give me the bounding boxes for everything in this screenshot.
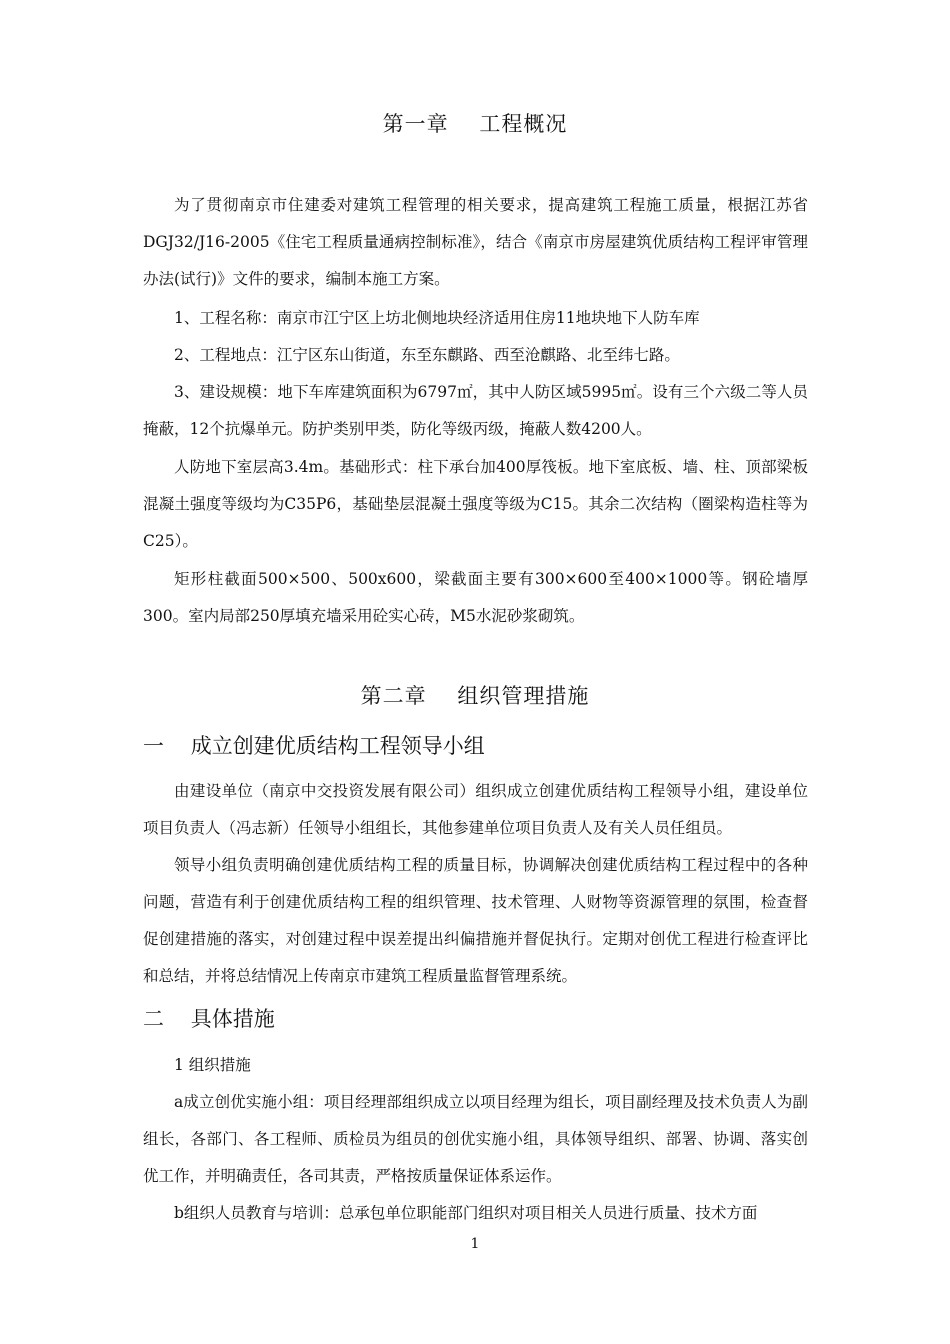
page-number: 1: [470, 1236, 480, 1252]
section-size-paragraph: 矩形柱截面500×500、500x600，梁截面主要有300×600至400×1000等。钢砼墙厚300。室内局部250厚填充墙采用砼实心砖，M5水泥砂浆砌筑。: [143, 570, 808, 625]
project-name-item: 1、工程名称：南京市江宁区上坊北侧地块经济适用住房11地块地下人防车库: [174, 309, 700, 327]
org-measures-label: 1 组织措施: [174, 1056, 251, 1074]
section-1-heading: 一 成立创建优质结构工程领导小组: [143, 734, 485, 758]
project-location-item: 2、工程地点：江宁区东山街道，东至东麒路、西至沧麒路、北至纬七路。: [174, 346, 680, 364]
project-scale-item: 3、建设规模：地下车库建筑面积为6797㎡，其中人防区域5995㎡。设有三个六级二等人员掩蔽，12个抗爆单元。防护类别甲类，防化等级丙级，掩蔽人数4200人。: [143, 383, 808, 438]
chapter-2-title: 第二章 组织管理措施: [360, 684, 590, 708]
chapter-1-title: 第一章 工程概况: [382, 112, 568, 136]
section-2-heading: 二 具体措施: [143, 1007, 275, 1031]
leadership-group-paragraph: 由建设单位（南京中交投资发展有限公司）组织成立创建优质结构工程领导小组，建设单位项目负责人（冯志新）任领导小组组长，其他参建单位项目负责人及有关人员任组员。: [143, 782, 808, 837]
measure-b-paragraph: b组织人员教育与培训：总承包单位职能部门组织对项目相关人员进行质量、技术方面: [174, 1204, 758, 1222]
measure-a-paragraph: a成立创优实施小组：项目经理部组织成立以项目经理为组长，项目副经理及技术负责人为副组长，各部门、各工程师、质检员为组员的创优实施小组，具体领导组织、部署、协调、落实创优工作，并明确责任，各司其责，严格按质量保证体系运作。: [143, 1093, 808, 1185]
structure-paragraph: 人防地下室层高3.4m。基础形式：柱下承台加400厚筏板。地下室底板、墙、柱、顶部梁板混凝土强度等级均为C35P6，基础垫层混凝土强度等级为C15。其余二次结构（圈梁构造柱等为C25）。: [143, 458, 808, 550]
leadership-duty-paragraph: 领导小组负责明确创建优质结构工程的质量目标，协调解决创建优质结构工程过程中的各种问题，营造有利于创建优质结构工程的组织管理、技术管理、人财物等资源管理的氛围，检查督促创建措施的落实，对创建过程中误差提出纠偏措施并督促执行。定期对创优工程进行检查评比和总结，并将总结情况上传南京市建筑工程质量监督管理系统。: [143, 856, 808, 985]
intro-paragraph: 为了贯彻南京市住建委对建筑工程管理的相关要求，提高建筑工程施工质量，根据江苏省DGJ32/J16-2005《住宅工程质量通病控制标准》，结合《南京市房屋建筑优质结构工程评审管理办法(试行)》文件的要求，编制本施工方案。: [143, 196, 808, 288]
